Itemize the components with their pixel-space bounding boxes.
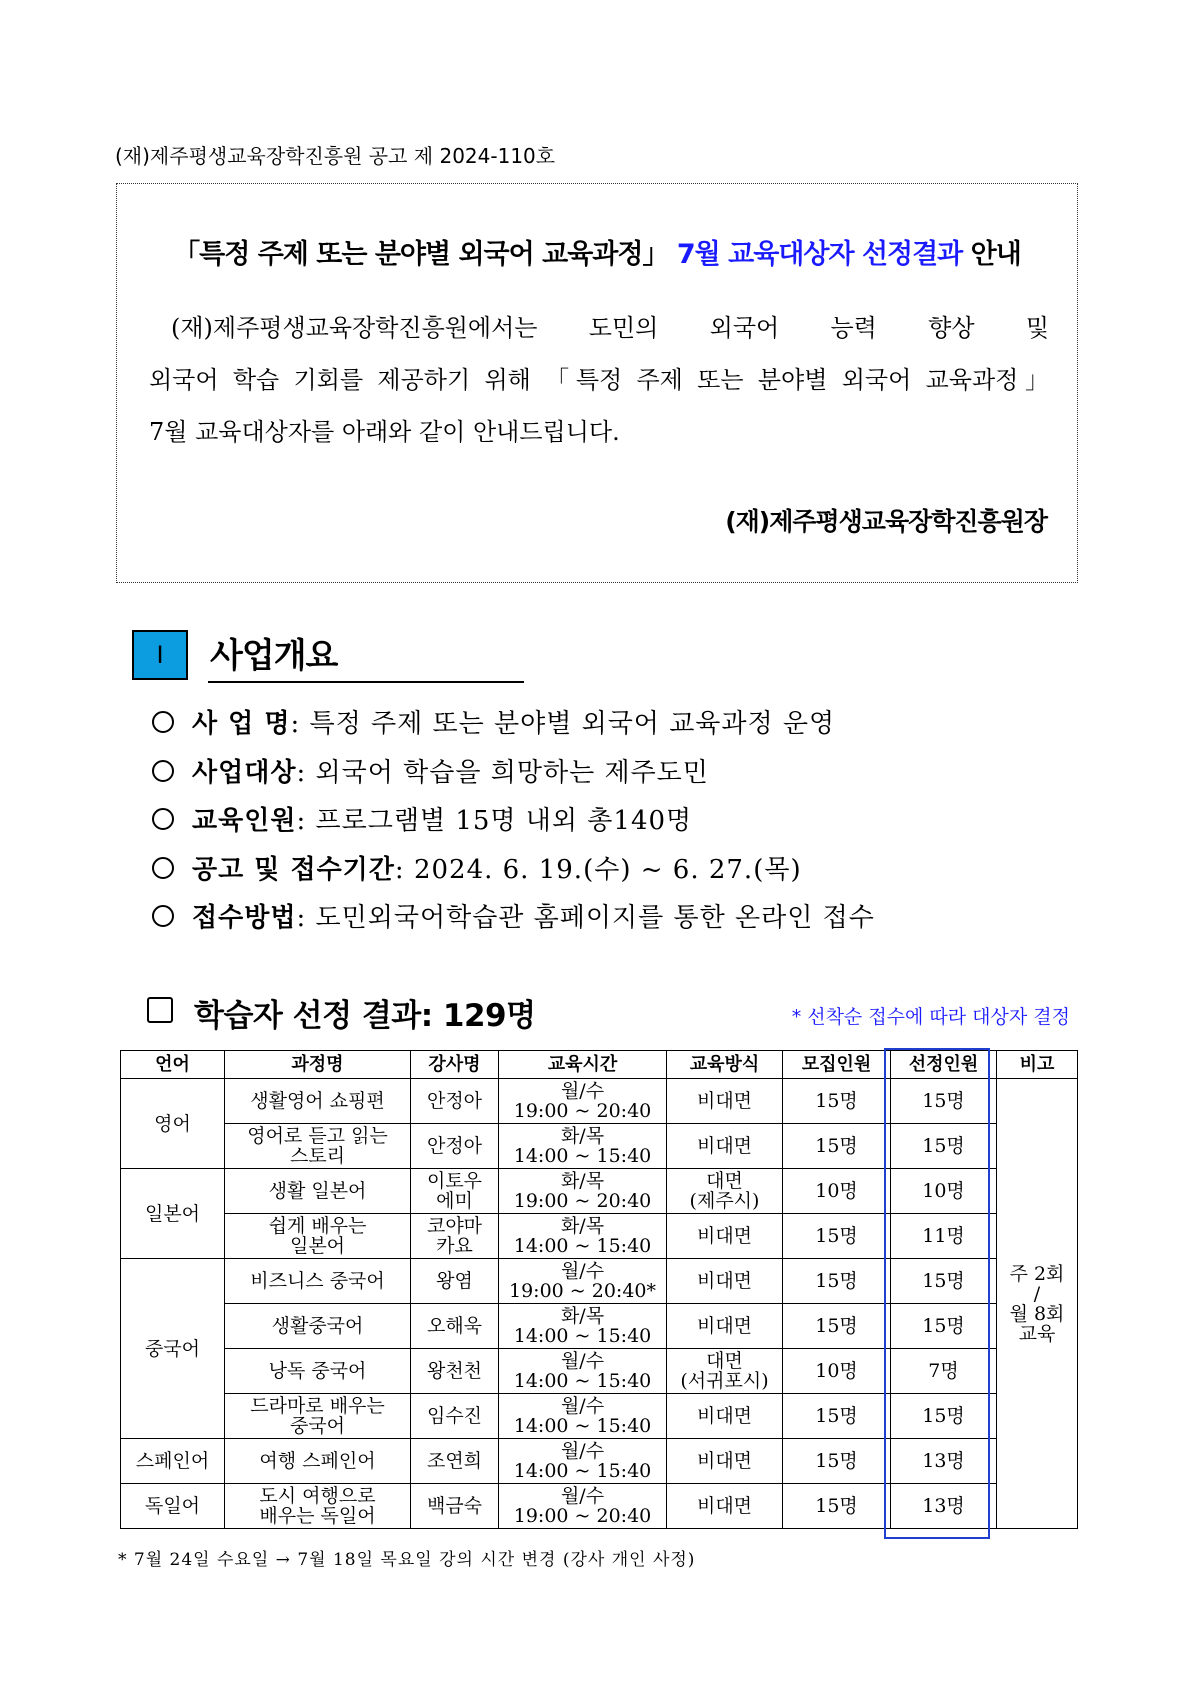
recruit-cell: 15명 bbox=[783, 1394, 891, 1439]
teacher-cell bbox=[411, 1124, 499, 1169]
course-line: 배우는 독일어 bbox=[259, 1505, 376, 1527]
teacher-line: 백금숙 bbox=[426, 1495, 483, 1517]
table-row bbox=[121, 1214, 1078, 1259]
course-line: 낭독 중국어 bbox=[268, 1360, 367, 1382]
intro-paragraph bbox=[149, 302, 1049, 458]
recruit-cell: 15명 bbox=[783, 1439, 891, 1484]
course-cell bbox=[225, 1079, 411, 1124]
teacher-cell bbox=[411, 1214, 499, 1259]
time-line: 19:00 ~ 20:40* bbox=[508, 1280, 656, 1302]
time-cell bbox=[499, 1304, 667, 1349]
method-cell bbox=[667, 1214, 783, 1259]
remark-line: 교육 bbox=[1018, 1322, 1056, 1345]
footnote: * 7월 24일 수요일 → 7월 18일 목요일 강의 시간 변경 (강사 개인 사정) bbox=[118, 1550, 696, 1570]
method-cell bbox=[667, 1079, 783, 1124]
table-row bbox=[121, 1304, 1078, 1349]
selected-cell: 11명 bbox=[891, 1214, 997, 1259]
selected-cell: 13명 bbox=[891, 1439, 997, 1484]
time-line: 월/수 bbox=[560, 1350, 605, 1372]
selected-cell: 15명 bbox=[891, 1259, 997, 1304]
time-line: 14:00 ~ 15:40 bbox=[513, 1325, 652, 1347]
recruit-cell: 10명 bbox=[783, 1349, 891, 1394]
table-row bbox=[121, 1079, 1078, 1124]
overview-item bbox=[152, 797, 875, 846]
method-line: 비대면 bbox=[696, 1495, 753, 1517]
time-cell bbox=[499, 1169, 667, 1214]
results-table bbox=[120, 1050, 1078, 1529]
overview-label: 사업대상 bbox=[192, 757, 297, 788]
time-line: 월/수 bbox=[560, 1395, 605, 1417]
overview-value: : 도민외국어학습관 홈페이지를 통한 온라인 접수 bbox=[296, 903, 875, 933]
section-title: 사업개요 bbox=[210, 636, 338, 676]
title-part1: 「특정 주제 또는 분야별 외국어 교육과정」 bbox=[173, 239, 669, 270]
document-title bbox=[117, 232, 1077, 271]
time-line: 화/목 bbox=[560, 1125, 605, 1147]
issuer: (재)제주평생교육장학진흥원장 bbox=[725, 507, 1047, 536]
course-cell bbox=[225, 1304, 411, 1349]
title-part2: 7월 교육대상자 선정결과 bbox=[676, 239, 963, 270]
course-cell bbox=[225, 1484, 411, 1529]
course-cell bbox=[225, 1169, 411, 1214]
time-cell bbox=[499, 1349, 667, 1394]
table-row bbox=[121, 1169, 1078, 1214]
time-line: 화/목 bbox=[560, 1170, 605, 1192]
table-row bbox=[121, 1439, 1078, 1484]
circle-bullet-icon bbox=[152, 760, 174, 782]
course-cell bbox=[225, 1214, 411, 1259]
time-line: 14:00 ~ 15:40 bbox=[513, 1145, 652, 1167]
teacher-line: 코야마 bbox=[426, 1215, 483, 1237]
teacher-line: 임수진 bbox=[426, 1405, 483, 1427]
course-line: 중국어 bbox=[289, 1415, 346, 1437]
teacher-cell bbox=[411, 1304, 499, 1349]
time-line: 14:00 ~ 15:40 bbox=[513, 1415, 652, 1437]
course-cell bbox=[225, 1439, 411, 1484]
method-line: 비대면 bbox=[696, 1225, 753, 1247]
time-line: 19:00 ~ 20:40 bbox=[513, 1505, 652, 1527]
teacher-cell bbox=[411, 1484, 499, 1529]
recruit-cell: 15명 bbox=[783, 1079, 891, 1124]
time-line: 14:00 ~ 15:40 bbox=[513, 1370, 652, 1392]
overview-label: 공고 및 접수기간 bbox=[192, 854, 395, 885]
method-cell bbox=[667, 1169, 783, 1214]
time-line: 월/수 bbox=[560, 1080, 605, 1102]
teacher-cell bbox=[411, 1439, 499, 1484]
overview-value: : 2024. 6. 19.(수) ~ 6. 27.(목) bbox=[394, 854, 802, 885]
header-course: 과정명 bbox=[225, 1051, 411, 1079]
language-cell: 스페인어 bbox=[121, 1439, 225, 1484]
teacher-line: 조연희 bbox=[426, 1450, 483, 1472]
overview-label: 접수방법 bbox=[192, 903, 297, 933]
time-line: 19:00 ~ 20:40 bbox=[513, 1100, 652, 1122]
selection-title: 학습자 선정 결과: 129명 bbox=[194, 998, 536, 1034]
course-cell bbox=[225, 1394, 411, 1439]
recruit-cell: 15명 bbox=[783, 1214, 891, 1259]
table-header-row bbox=[121, 1051, 1078, 1079]
header-language: 언어 bbox=[121, 1051, 225, 1079]
course-line: 도시 여행으로 bbox=[259, 1485, 376, 1507]
teacher-line: 안정아 bbox=[426, 1090, 483, 1112]
remark-line: / bbox=[1033, 1282, 1041, 1305]
course-line: 쉽게 배우는 bbox=[268, 1215, 367, 1237]
method-line: 비대면 bbox=[696, 1405, 753, 1427]
course-cell bbox=[225, 1259, 411, 1304]
selected-cell: 15명 bbox=[891, 1304, 997, 1349]
circle-bullet-icon bbox=[152, 808, 174, 830]
header-remark: 비고 bbox=[997, 1051, 1078, 1079]
course-line: 영어로 듣고 읽는 bbox=[247, 1125, 388, 1147]
teacher-line: 오해욱 bbox=[426, 1315, 483, 1337]
time-line: 화/목 bbox=[560, 1305, 605, 1327]
remark-line: 주 2회 bbox=[1009, 1262, 1065, 1285]
method-line: 비대면 bbox=[696, 1450, 753, 1472]
method-cell bbox=[667, 1439, 783, 1484]
teacher-line: 이토우 bbox=[426, 1170, 483, 1192]
recruit-cell: 15명 bbox=[783, 1124, 891, 1169]
language-cell: 일본어 bbox=[121, 1169, 225, 1259]
teacher-line: 에미 bbox=[436, 1190, 473, 1212]
method-line: 대면 bbox=[706, 1170, 743, 1192]
header-time: 교육시간 bbox=[499, 1051, 667, 1079]
teacher-cell bbox=[411, 1394, 499, 1439]
selected-cell: 15명 bbox=[891, 1124, 997, 1169]
time-line: 19:00 ~ 20:40 bbox=[513, 1190, 652, 1212]
selected-cell: 10명 bbox=[891, 1169, 997, 1214]
time-cell bbox=[499, 1439, 667, 1484]
language-cell: 영어 bbox=[121, 1079, 225, 1169]
method-line: 대면 bbox=[706, 1350, 743, 1372]
time-cell bbox=[499, 1259, 667, 1304]
course-line: 여행 스페인어 bbox=[259, 1450, 376, 1472]
notice-number: (재)제주평생교육장학진흥원 공고 제 2024-110호 bbox=[115, 144, 556, 168]
course-line: 생활영어 쇼핑편 bbox=[250, 1090, 385, 1112]
recruit-cell: 15명 bbox=[783, 1484, 891, 1529]
time-cell bbox=[499, 1079, 667, 1124]
course-line: 스토리 bbox=[289, 1145, 346, 1167]
course-line: 드라마로 배우는 bbox=[250, 1395, 385, 1417]
course-line: 생활 일본어 bbox=[268, 1180, 367, 1202]
time-line: 14:00 ~ 15:40 bbox=[513, 1460, 652, 1482]
method-cell bbox=[667, 1484, 783, 1529]
selected-cell: 13명 bbox=[891, 1484, 997, 1529]
time-line: 화/목 bbox=[560, 1215, 605, 1237]
teacher-cell bbox=[411, 1169, 499, 1214]
recruit-cell: 10명 bbox=[783, 1169, 891, 1214]
intro-line-3: 7월 교육대상자를 아래와 같이 안내드립니다. bbox=[149, 418, 620, 446]
section-underline bbox=[208, 681, 524, 683]
overview-value: : 프로그램별 15명 내외 총140명 bbox=[296, 806, 693, 836]
time-line: 14:00 ~ 15:40 bbox=[513, 1235, 652, 1257]
remark-cell bbox=[997, 1079, 1078, 1529]
method-line: (제주시) bbox=[689, 1190, 760, 1212]
overview-value: : 외국어 학습을 희망하는 제주도민 bbox=[296, 757, 709, 788]
language-cell: 중국어 bbox=[121, 1259, 225, 1439]
header-method: 교육방식 bbox=[667, 1051, 783, 1079]
method-cell bbox=[667, 1394, 783, 1439]
teacher-cell bbox=[411, 1079, 499, 1124]
circle-bullet-icon bbox=[152, 905, 174, 927]
method-line: 비대면 bbox=[696, 1090, 753, 1112]
overview-value: : 특정 주제 또는 분야별 외국어 교육과정 운영 bbox=[290, 709, 836, 739]
course-line: 생활중국어 bbox=[271, 1315, 364, 1337]
recruit-cell: 15명 bbox=[783, 1259, 891, 1304]
table-row bbox=[121, 1124, 1078, 1169]
table-row bbox=[121, 1484, 1078, 1529]
header-teacher: 강사명 bbox=[411, 1051, 499, 1079]
overview-list bbox=[152, 700, 875, 943]
recruit-cell: 15명 bbox=[783, 1304, 891, 1349]
table-row bbox=[121, 1349, 1078, 1394]
teacher-line: 왕천천 bbox=[426, 1360, 483, 1382]
time-cell bbox=[499, 1214, 667, 1259]
method-cell bbox=[667, 1124, 783, 1169]
table-row bbox=[121, 1259, 1078, 1304]
course-cell bbox=[225, 1124, 411, 1169]
overview-item bbox=[152, 846, 875, 895]
teacher-line: 카요 bbox=[436, 1235, 473, 1257]
course-line: 비즈니스 중국어 bbox=[250, 1270, 385, 1292]
method-line: 비대면 bbox=[696, 1270, 753, 1292]
selected-cell: 15명 bbox=[891, 1394, 997, 1439]
selected-cell: 15명 bbox=[891, 1079, 997, 1124]
time-line: 월/수 bbox=[560, 1485, 605, 1507]
notice-box bbox=[116, 183, 1078, 583]
circle-bullet-icon bbox=[152, 711, 174, 733]
table-row bbox=[121, 1394, 1078, 1439]
method-cell bbox=[667, 1349, 783, 1394]
circle-bullet-icon bbox=[152, 857, 174, 879]
intro-line-1: (재)제주평생교육장학진흥원에서는 도민의 외국어 능력 향상 및 bbox=[171, 314, 1049, 342]
header-selected: 선정인원 bbox=[891, 1051, 997, 1079]
course-line: 일본어 bbox=[289, 1235, 346, 1257]
selection-note: * 선착순 접수에 따라 대상자 결정 bbox=[791, 1006, 1070, 1028]
time-cell bbox=[499, 1124, 667, 1169]
selected-cell: 7명 bbox=[891, 1349, 997, 1394]
remark-line: 월 8회 bbox=[1009, 1302, 1065, 1325]
overview-item bbox=[152, 700, 875, 749]
title-part3: 안내 bbox=[970, 239, 1021, 270]
teacher-line: 안정아 bbox=[426, 1135, 483, 1157]
time-cell bbox=[499, 1394, 667, 1439]
section-number-badge: Ⅰ bbox=[132, 630, 188, 680]
header-recruit: 모집인원 bbox=[783, 1051, 891, 1079]
language-cell: 독일어 bbox=[121, 1484, 225, 1529]
overview-label: 사 업 명 bbox=[192, 709, 291, 739]
intro-line-2: 외국어 학습 기회를 제공하기 위해 「특정 주제 또는 분야별 외국어 교육과정」 bbox=[149, 366, 1049, 394]
time-line: 월/수 bbox=[560, 1260, 605, 1282]
course-cell bbox=[225, 1349, 411, 1394]
time-line: 월/수 bbox=[560, 1440, 605, 1462]
overview-item bbox=[152, 749, 875, 798]
method-line: 비대면 bbox=[696, 1315, 753, 1337]
overview-label: 교육인원 bbox=[192, 806, 297, 836]
overview-item bbox=[152, 894, 875, 943]
teacher-line: 왕염 bbox=[436, 1270, 473, 1292]
method-line: (서귀포시) bbox=[680, 1370, 769, 1392]
time-cell bbox=[499, 1484, 667, 1529]
method-cell bbox=[667, 1259, 783, 1304]
teacher-cell bbox=[411, 1259, 499, 1304]
checkbox-square-icon bbox=[147, 997, 173, 1023]
method-cell bbox=[667, 1304, 783, 1349]
teacher-cell bbox=[411, 1349, 499, 1394]
method-line: 비대면 bbox=[696, 1135, 753, 1157]
